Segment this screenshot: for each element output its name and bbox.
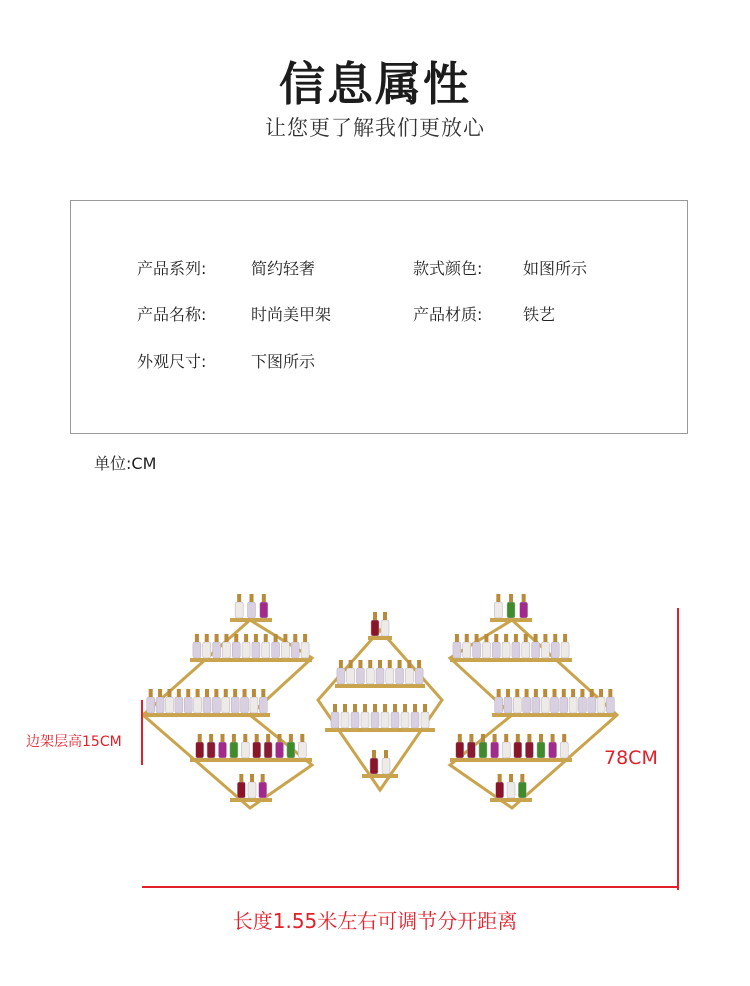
bottle-cap <box>205 689 209 697</box>
bottle-cap <box>543 689 547 697</box>
bottle-cap <box>232 734 236 742</box>
bottle-cap <box>534 689 538 697</box>
bottle-cap <box>264 634 268 642</box>
bottle-cap <box>522 594 526 602</box>
bottle <box>231 697 239 713</box>
bottle <box>496 782 504 798</box>
bottle <box>507 602 515 618</box>
bottle <box>502 642 510 658</box>
bottle-cap <box>373 612 377 620</box>
bottle-cap <box>209 734 213 742</box>
bottle <box>492 642 500 658</box>
bottle-cap <box>525 689 529 697</box>
bottle-cap <box>543 634 547 642</box>
bottle-cap <box>423 704 427 712</box>
bottle-cap <box>224 634 228 642</box>
bottle-cap <box>514 634 518 642</box>
size-value: 下图所示 <box>251 352 316 371</box>
bottle-cap <box>237 594 241 602</box>
bottle-cap <box>465 634 469 642</box>
bottle-cap <box>481 734 485 742</box>
bottle-cap <box>553 689 557 697</box>
bottle-cap <box>506 689 510 697</box>
bottle <box>291 642 299 658</box>
bottle-cap <box>221 734 225 742</box>
bottle <box>537 742 545 758</box>
bottle-cap <box>553 634 557 642</box>
bottle <box>371 620 379 636</box>
bottle-cap <box>539 734 543 742</box>
style-value: 如图所示 <box>523 259 588 278</box>
bottle <box>193 642 201 658</box>
bottle <box>272 642 280 658</box>
bottle <box>194 697 202 713</box>
bottle-cap <box>250 594 254 602</box>
bottle <box>248 782 256 798</box>
bottle-cap <box>250 774 254 782</box>
bottle <box>232 642 240 658</box>
bottle <box>514 742 522 758</box>
bottle-cap <box>158 689 162 697</box>
bottle <box>578 697 586 713</box>
bottle-cap <box>353 704 357 712</box>
bottle <box>491 742 499 758</box>
bottle <box>523 697 531 713</box>
bottle <box>507 782 515 798</box>
bottle-cap <box>413 704 417 712</box>
bottle <box>606 697 614 713</box>
bottle-cap <box>289 734 293 742</box>
bottle-cap <box>458 734 462 742</box>
bottle <box>532 697 540 713</box>
bottle-cap <box>393 704 397 712</box>
bottle <box>165 697 173 713</box>
length-label: 长度1.55米左右可调节分开距离 <box>232 909 518 933</box>
bottle-cap <box>515 689 519 697</box>
bottle-cap <box>417 660 421 668</box>
bottle-cap <box>239 774 243 782</box>
bottle-cap <box>455 634 459 642</box>
bottle-cap <box>254 634 258 642</box>
bottle <box>512 642 520 658</box>
bottle-cap <box>333 704 337 712</box>
bottle <box>370 758 378 774</box>
bottle <box>252 642 260 658</box>
bottle-cap <box>262 594 266 602</box>
material-value: 铁艺 <box>523 305 556 324</box>
bottle-cap <box>349 660 353 668</box>
bottle <box>207 742 215 758</box>
bottle <box>230 742 238 758</box>
bottle-cap <box>383 704 387 712</box>
bottle-cap <box>388 660 392 668</box>
bottle-cap <box>261 774 265 782</box>
bottle-cap <box>520 774 524 782</box>
bottle <box>347 668 355 684</box>
bottle <box>494 602 502 618</box>
bottle <box>405 668 413 684</box>
bottle <box>376 668 384 684</box>
bottle-cap <box>167 689 171 697</box>
bottle-cap <box>283 634 287 642</box>
bottle <box>467 742 475 758</box>
bottle-cap <box>608 689 612 697</box>
bottle-cap <box>407 660 411 668</box>
bottle <box>551 642 559 658</box>
bottle <box>479 742 487 758</box>
info-table <box>70 200 688 434</box>
bottle <box>264 742 272 758</box>
bottle-cap <box>509 774 513 782</box>
bottle <box>366 668 374 684</box>
bottle-cap <box>398 660 402 668</box>
bottle-cap <box>293 634 297 642</box>
bottle <box>456 742 464 758</box>
bottle <box>381 620 389 636</box>
bottle-cap <box>215 634 219 642</box>
bottle-cap <box>484 634 488 642</box>
bottle <box>259 697 267 713</box>
bottle <box>473 642 481 658</box>
bottle-cap <box>300 734 304 742</box>
bottle-cap <box>403 704 407 712</box>
bottle-cap <box>580 689 584 697</box>
bottle <box>235 602 243 618</box>
bottle-cap <box>243 689 247 697</box>
bottle <box>259 782 267 798</box>
bottle <box>260 602 268 618</box>
bottle <box>242 642 250 658</box>
bottle-cap <box>339 660 343 668</box>
bottle-cap <box>599 689 603 697</box>
bottle-cap <box>509 594 513 602</box>
bottle-cap <box>493 734 497 742</box>
bottle <box>175 697 183 713</box>
bottle-cap <box>266 734 270 742</box>
bottle <box>371 712 379 728</box>
bottle <box>391 712 399 728</box>
bottle <box>463 642 471 658</box>
bottle <box>541 697 549 713</box>
bottle <box>203 642 211 658</box>
bottle-cap <box>198 734 202 742</box>
bottle <box>504 697 512 713</box>
bottle-cap <box>590 689 594 697</box>
bottle <box>341 712 349 728</box>
bottle <box>532 642 540 658</box>
bottle <box>421 712 429 728</box>
bottle-cap <box>373 704 377 712</box>
series-value: 简约轻奢 <box>251 259 316 278</box>
nail-polish-shelves <box>143 594 617 808</box>
bottle-cap <box>534 634 538 642</box>
bottle-cap <box>358 660 362 668</box>
page-subtitle: 让您更了解我们更放心 <box>265 116 485 140</box>
bottle-cap <box>496 594 500 602</box>
bottle <box>415 668 423 684</box>
bottle-cap <box>516 734 520 742</box>
bottle <box>262 642 270 658</box>
bottle-cap <box>186 689 190 697</box>
bottle <box>156 697 164 713</box>
bottle <box>560 742 568 758</box>
bottle <box>287 742 295 758</box>
style-label: 款式颜色: <box>413 259 483 278</box>
bottle-cap <box>177 689 181 697</box>
bottle <box>396 668 404 684</box>
bottle <box>241 697 249 713</box>
bottle <box>222 642 230 658</box>
bottle <box>337 668 345 684</box>
bottle <box>551 697 559 713</box>
bottle-cap <box>149 689 153 697</box>
bottle <box>213 642 221 658</box>
bottle <box>301 642 309 658</box>
bottle-cap <box>562 689 566 697</box>
bottle <box>250 697 258 713</box>
bottle <box>351 712 359 728</box>
bottle-cap <box>278 734 282 742</box>
bottle <box>276 742 284 758</box>
bottle <box>281 642 289 658</box>
bottle-cap <box>243 734 247 742</box>
size-label: 外观尺寸: <box>137 352 207 371</box>
bottle-cap <box>562 734 566 742</box>
bottle <box>212 697 220 713</box>
bottle-cap <box>255 734 259 742</box>
bottle <box>331 712 339 728</box>
bottle-cap <box>252 689 256 697</box>
bottle <box>560 697 568 713</box>
bottle <box>518 782 526 798</box>
bottle <box>401 712 409 728</box>
bottle <box>382 758 390 774</box>
bottle-cap <box>475 634 479 642</box>
bottle <box>453 642 461 658</box>
bottle-cap <box>524 634 528 642</box>
bottle-cap <box>469 734 473 742</box>
shelf-height-label: 边架层高15CM <box>26 734 122 750</box>
bottle-cap <box>261 689 265 697</box>
bottle <box>520 602 528 618</box>
bottle-cap <box>527 734 531 742</box>
bottle <box>356 668 364 684</box>
bottle-cap <box>274 634 278 642</box>
bottle <box>361 712 369 728</box>
bottle-cap <box>196 689 200 697</box>
material-label: 产品材质: <box>413 305 483 324</box>
bottle-cap <box>224 689 228 697</box>
page-title: 信息属性 <box>279 57 471 111</box>
name-label: 产品名称: <box>137 305 207 324</box>
bottle-cap <box>368 660 372 668</box>
bottle <box>147 697 155 713</box>
bottle <box>549 742 557 758</box>
bottle <box>513 697 521 713</box>
series-label: 产品系列: <box>137 259 207 278</box>
bottle-cap <box>372 750 376 758</box>
total-height-label: 78CM <box>604 747 658 769</box>
unit-label: 单位:CM <box>94 454 157 473</box>
bottle-cap <box>233 689 237 697</box>
bottle <box>541 642 549 658</box>
bottle-cap <box>363 704 367 712</box>
bottle-cap <box>551 734 555 742</box>
bottle <box>502 742 510 758</box>
bottle <box>222 697 230 713</box>
bottle <box>597 697 605 713</box>
bottle <box>241 742 249 758</box>
bottle <box>196 742 204 758</box>
bottle-cap <box>497 689 501 697</box>
bottle-cap <box>303 634 307 642</box>
bottle-cap <box>378 660 382 668</box>
bottle-cap <box>195 634 199 642</box>
bottle <box>237 782 245 798</box>
bottle <box>248 602 256 618</box>
bottle <box>386 668 394 684</box>
bottle <box>203 697 211 713</box>
bottle-cap <box>563 634 567 642</box>
bottle <box>561 642 569 658</box>
bottle <box>298 742 306 758</box>
bottle <box>482 642 490 658</box>
bottle <box>184 697 192 713</box>
bottle <box>219 742 227 758</box>
bottle-cap <box>384 750 388 758</box>
bottle <box>522 642 530 658</box>
name-value: 时尚美甲架 <box>251 305 332 324</box>
bottle <box>253 742 261 758</box>
bottle-cap <box>383 612 387 620</box>
bottle-cap <box>214 689 218 697</box>
bottle <box>525 742 533 758</box>
bottle <box>569 697 577 713</box>
bottle <box>588 697 596 713</box>
bottle <box>495 697 503 713</box>
bottle-cap <box>234 634 238 642</box>
bottle-cap <box>244 634 248 642</box>
bottle-cap <box>504 734 508 742</box>
bottle-cap <box>498 774 502 782</box>
bottle-cap <box>504 634 508 642</box>
bottle-cap <box>571 689 575 697</box>
bottle <box>381 712 389 728</box>
bottle-cap <box>494 634 498 642</box>
bottle <box>411 712 419 728</box>
bottle-cap <box>343 704 347 712</box>
bottle-cap <box>205 634 209 642</box>
